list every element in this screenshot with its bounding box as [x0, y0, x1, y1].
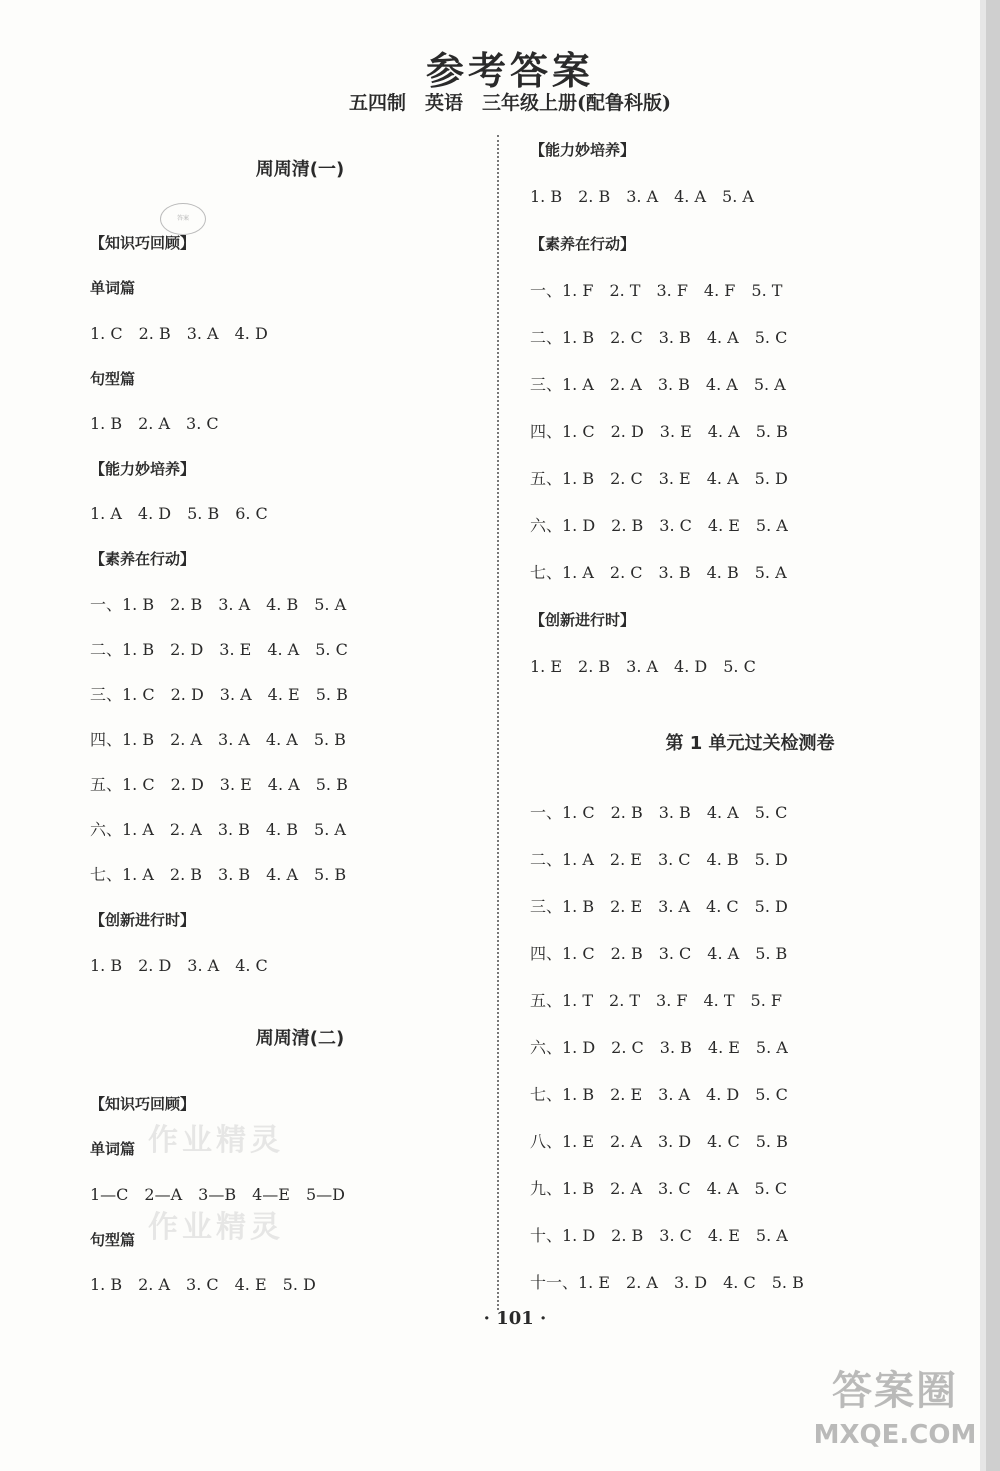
label-sentences: 句型篇 [90, 1231, 136, 1249]
answer-line: 七、1. A 2. C 3. B 4. B 5. A [530, 563, 787, 582]
watermark: 作业精灵 [148, 1123, 284, 1158]
answer-line: 二、1. B 2. D 3. E 4. A 5. C [90, 640, 348, 659]
label-literacy: 【素养在行动】 [90, 550, 196, 568]
label-innovation: 【创新进行时】 [90, 911, 196, 929]
logo-url: MXQE.COM [813, 1420, 977, 1450]
answer-line: 1. B 2. B 3. A 4. A 5. A [530, 187, 754, 206]
answer-line: 一、1. C 2. B 3. B 4. A 5. C [530, 803, 788, 822]
section-title-week1: 周周清(一) [255, 159, 345, 180]
answer-line: 十一、1. E 2. A 3. D 4. C 5. B [530, 1273, 804, 1292]
watermark: 作业精灵 [148, 1210, 284, 1245]
answer-line: 七、1. B 2. E 3. A 4. D 5. C [530, 1085, 788, 1104]
label-knowledge-review: 【知识巧回顾】 [90, 234, 196, 252]
answer-line: 1. A 4. D 5. B 6. C [90, 504, 268, 523]
label-words: 单词篇 [90, 279, 136, 297]
answer-line: 十、1. D 2. B 3. C 4. E 5. A [530, 1226, 788, 1245]
logo-text: 答案圈 [832, 1368, 958, 1414]
corner-logo [810, 1359, 980, 1459]
answer-line: 六、1. D 2. B 3. C 4. E 5. A [530, 516, 788, 535]
answer-line: 一、1. F 2. T 3. F 4. F 5. T [530, 281, 783, 300]
answer-line: 九、1. B 2. A 3. C 4. A 5. C [530, 1179, 788, 1198]
answer-line: 1. C 2. B 3. A 4. D [90, 324, 268, 343]
stamp-mark: 答案 [160, 203, 206, 235]
answer-line: 五、1. T 2. T 3. F 4. T 5. F [530, 991, 782, 1010]
answer-line: 七、1. A 2. B 3. B 4. A 5. B [90, 865, 347, 884]
label-innovation: 【创新进行时】 [530, 611, 636, 629]
answer-line: 三、1. C 2. D 3. A 4. E 5. B [90, 685, 348, 704]
section-title-unit-test: 第 1 单元过关检测卷 [665, 733, 835, 754]
answer-line: 1. B 2. A 3. C [90, 414, 219, 433]
answer-line: 二、1. A 2. E 3. C 4. B 5. D [530, 850, 788, 869]
label-knowledge-review: 【知识巧回顾】 [90, 1095, 196, 1113]
label-sentences: 句型篇 [90, 370, 136, 388]
page-edge [986, 0, 1000, 1471]
answer-line: 1. B 2. D 3. A 4. C [90, 956, 268, 975]
page-title: 参考答案 [425, 48, 594, 93]
column-divider [497, 135, 499, 1310]
answer-line: 1. E 2. B 3. A 4. D 5. C [530, 657, 756, 676]
answer-line: 六、1. A 2. A 3. B 4. B 5. A [90, 820, 346, 839]
answer-line: 二、1. B 2. C 3. B 4. A 5. C [530, 328, 788, 347]
page-number: · 101 · [483, 1308, 547, 1329]
label-ability: 【能力妙培养】 [90, 460, 196, 478]
answer-line: 八、1. E 2. A 3. D 4. C 5. B [530, 1132, 788, 1151]
label-ability: 【能力妙培养】 [530, 141, 636, 159]
answer-line: 1—C 2—A 3—B 4—E 5—D [90, 1185, 345, 1204]
answer-line: 三、1. B 2. E 3. A 4. C 5. D [530, 897, 788, 916]
answer-line: 1. B 2. A 3. C 4. E 5. D [90, 1275, 316, 1294]
answer-line: 四、1. C 2. B 3. C 4. A 5. B [530, 944, 788, 963]
section-title-week2: 周周清(二) [255, 1028, 345, 1049]
answer-line: 六、1. D 2. C 3. B 4. E 5. A [530, 1038, 788, 1057]
answer-line: 一、1. B 2. B 3. A 4. B 5. A [90, 595, 347, 614]
label-words: 单词篇 [90, 1140, 136, 1158]
answer-line: 三、1. A 2. A 3. B 4. A 5. A [530, 375, 786, 394]
label-literacy: 【素养在行动】 [530, 235, 636, 253]
page-subtitle: 五四制 英语 三年级上册(配鲁科版) [349, 92, 671, 114]
answer-line: 五、1. C 2. D 3. E 4. A 5. B [90, 775, 348, 794]
answer-line: 四、1. B 2. A 3. A 4. A 5. B [90, 730, 346, 749]
answer-line: 五、1. B 2. C 3. E 4. A 5. D [530, 469, 788, 488]
right-column [530, 135, 950, 1293]
answer-line: 四、1. C 2. D 3. E 4. A 5. B [530, 422, 788, 441]
